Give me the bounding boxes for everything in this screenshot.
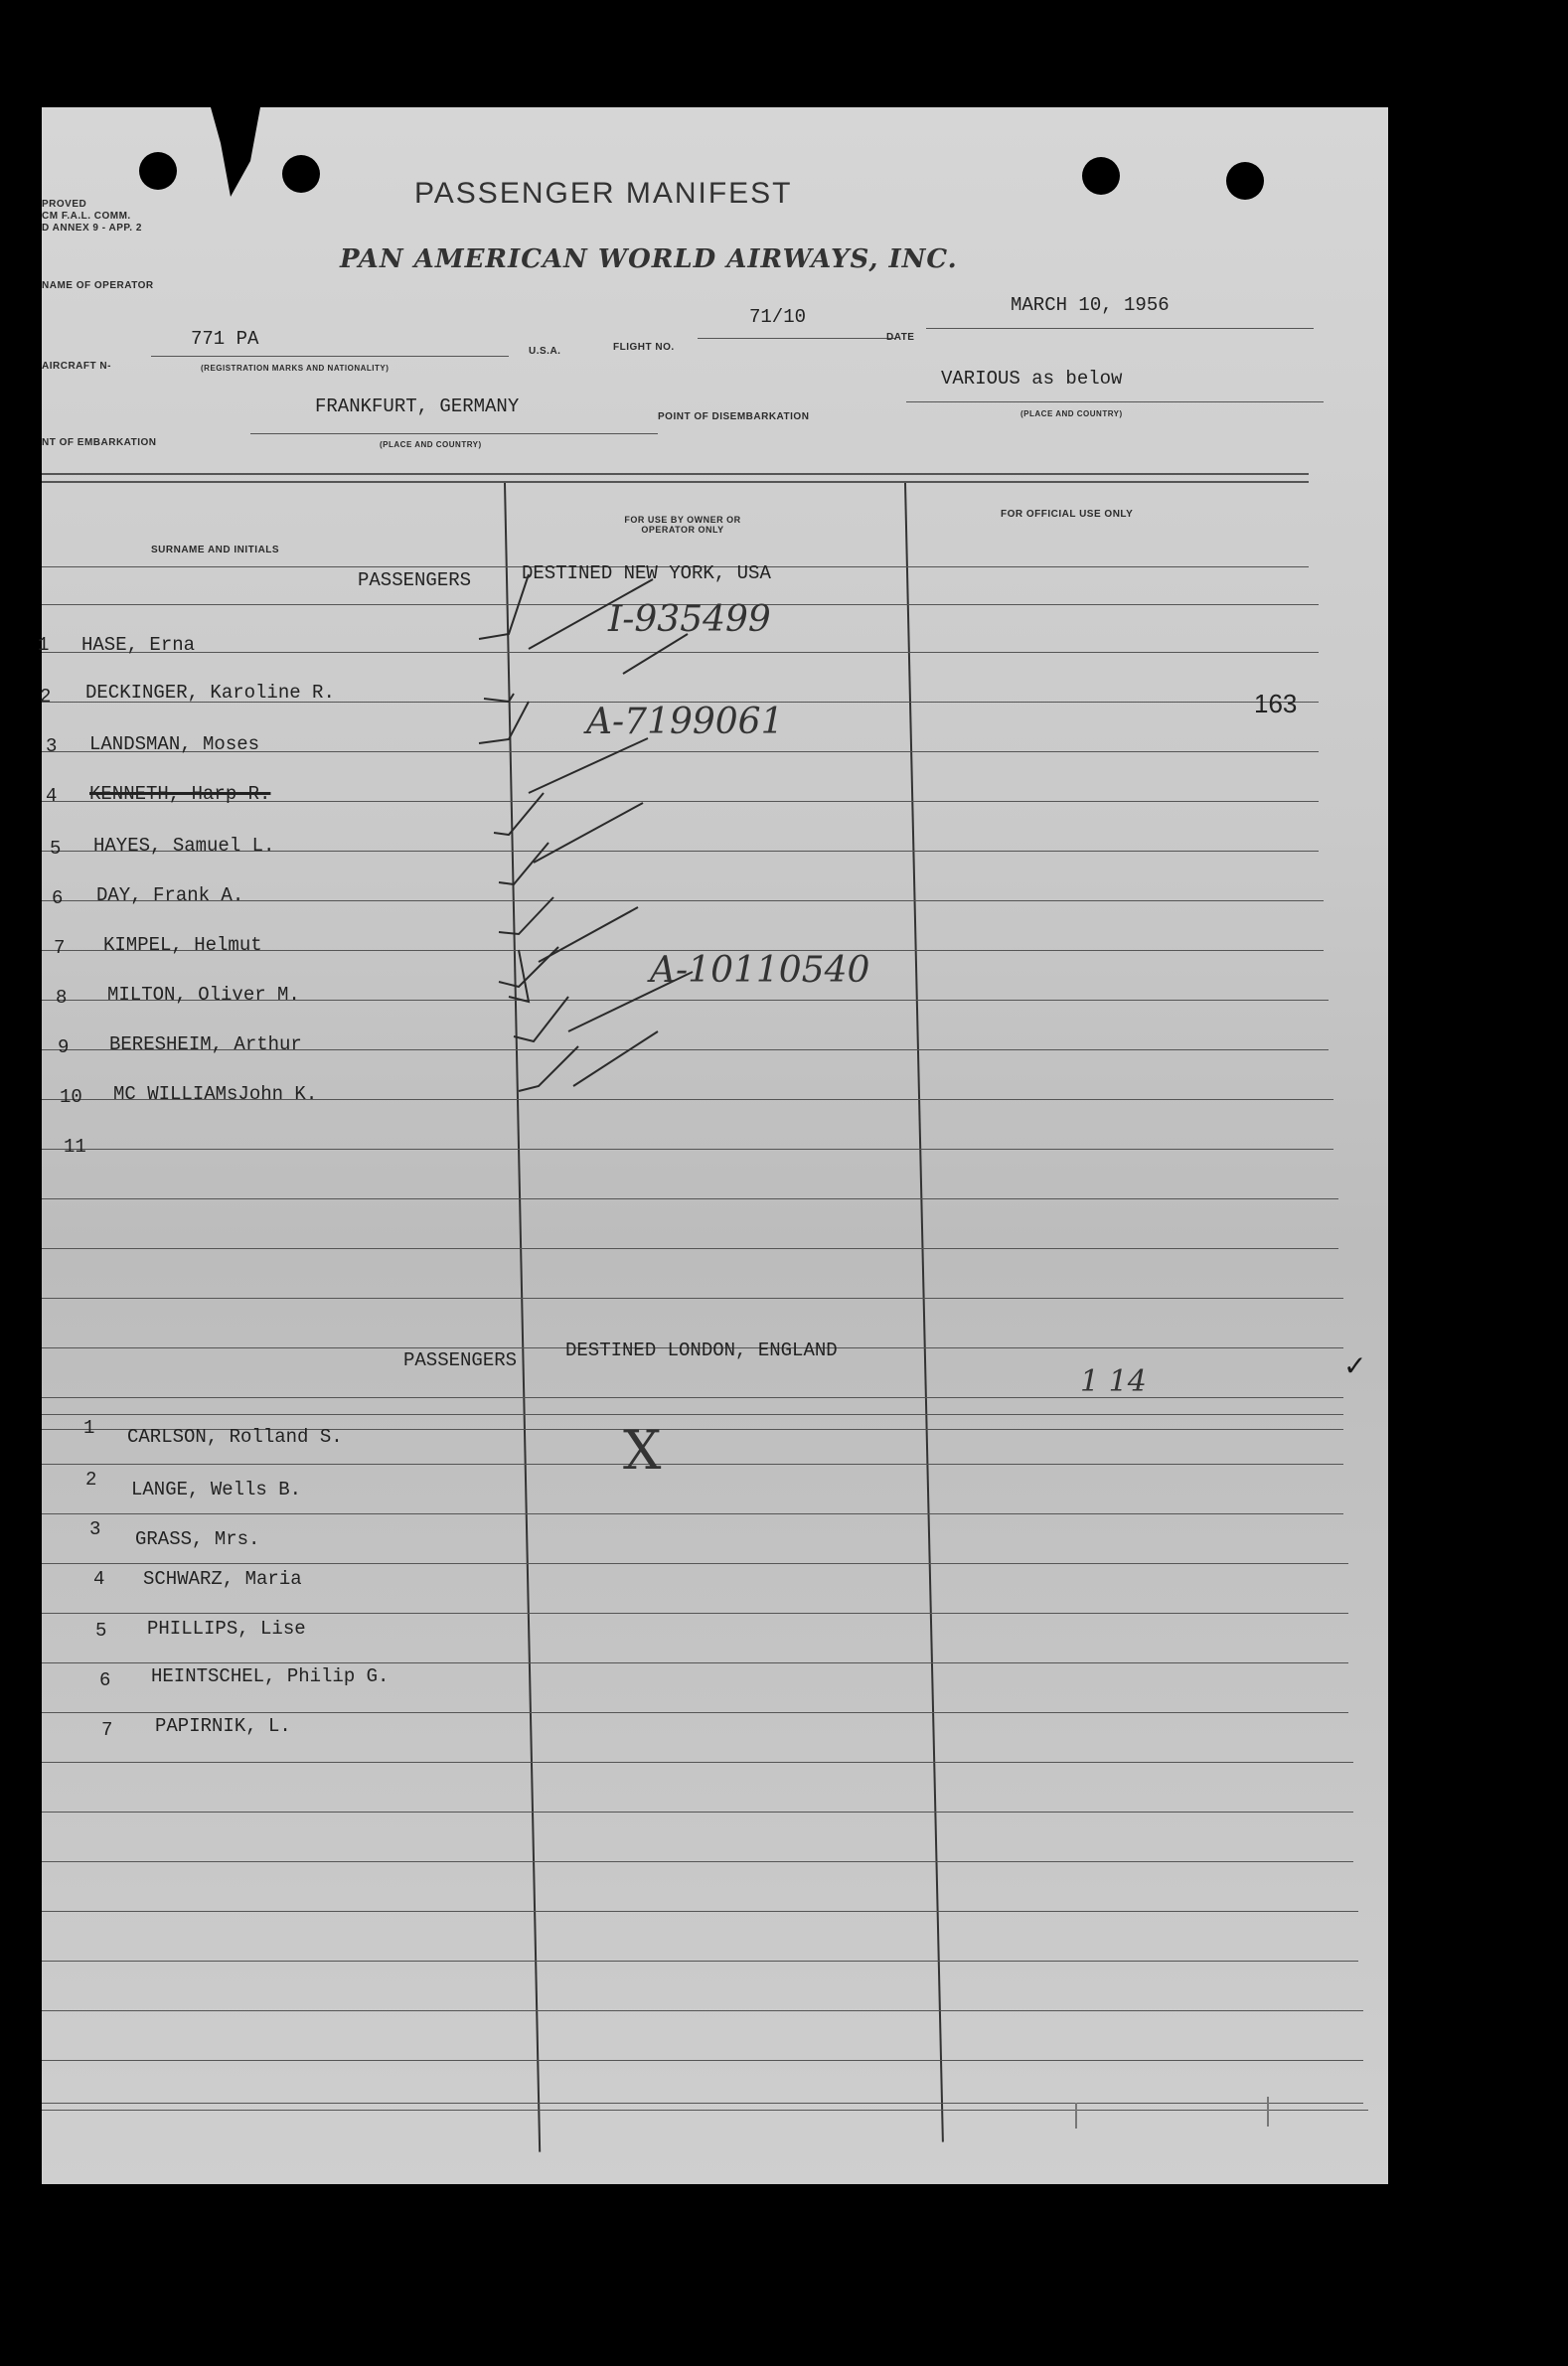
row-rule <box>42 1298 1343 1299</box>
aircraft-label: AIRCRAFT N- <box>42 361 111 372</box>
table-top-rule <box>42 481 1309 483</box>
column-divider <box>904 483 944 2142</box>
owner-note: A-7199061 <box>586 702 784 742</box>
passenger-name: PAPIRNIK, L. <box>155 1715 291 1737</box>
check-mark <box>509 950 529 1002</box>
flight-line <box>698 338 896 339</box>
row-number: 4 <box>46 785 58 807</box>
check-mark <box>519 1046 578 1091</box>
row-number: 2 <box>85 1469 97 1491</box>
slash-mark <box>623 634 688 674</box>
row-rule <box>42 1613 1348 1614</box>
embarkation-line <box>250 433 658 434</box>
approval-stamp-line: D ANNEX 9 - APP. 2 <box>42 223 142 234</box>
slash-mark <box>573 1031 658 1086</box>
owner-column-header: FOR USE BY OWNER OR OPERATOR ONLY <box>624 515 741 535</box>
passenger-name: DAY, Frank A. <box>96 884 244 906</box>
row-rule <box>42 1762 1353 1763</box>
date-label: DATE <box>886 332 915 343</box>
passenger-name: MC WILLIAMsJohn K. <box>113 1083 318 1105</box>
section-heading-destination: DESTINED LONDON, ENGLAND <box>565 1340 838 1361</box>
passenger-name: GRASS, Mrs. <box>135 1528 260 1550</box>
row-rule <box>42 1961 1358 1962</box>
row-number: 3 <box>46 735 58 757</box>
punch-hole <box>1082 157 1120 195</box>
row-number: 7 <box>101 1719 113 1741</box>
row-number: 4 <box>93 1568 105 1590</box>
row-rule <box>42 2110 1368 2111</box>
check-icon: ✓ <box>1343 1349 1367 1382</box>
slash-mark <box>568 972 693 1031</box>
faint-mark <box>1075 2103 1077 2129</box>
slash-mark <box>529 738 648 793</box>
row-rule <box>42 1861 1353 1862</box>
disembarkation-sublabel: (PLACE AND COUNTRY) <box>1020 409 1123 418</box>
row-rule <box>42 1397 1343 1398</box>
approval-stamp-line: PROVED <box>42 199 87 210</box>
airline-name: PAN AMERICAN WORLD AIRWAYS, INC. <box>340 244 958 274</box>
passenger-name: LANDSMAN, Moses <box>89 733 260 755</box>
owner-note: I-935499 <box>608 599 771 640</box>
section-heading: PASSENGERS <box>403 1349 518 1371</box>
row-number: 9 <box>58 1036 70 1058</box>
row-number: 1 <box>38 634 50 656</box>
aircraft-sublabel: (REGISTRATION MARKS AND NATIONALITY) <box>201 364 390 373</box>
date-line <box>926 328 1314 329</box>
row-rule <box>42 1248 1338 1249</box>
official-column-header: FOR OFFICIAL USE ONLY <box>1001 509 1134 520</box>
disembarkation-value: VARIOUS as below <box>941 368 1123 390</box>
passenger-name: BERESHEIM, Arthur <box>109 1033 302 1055</box>
table-top-rule <box>42 473 1309 475</box>
aircraft-value: 771 PA <box>191 328 259 350</box>
row-rule <box>42 1563 1348 1564</box>
torn-corner <box>211 107 260 197</box>
flight-value: 71/10 <box>749 306 807 328</box>
section-heading-destination: DESTINED NEW YORK, USA <box>522 562 771 584</box>
check-mark <box>499 897 553 934</box>
punch-hole <box>139 152 177 190</box>
row-rule <box>42 1513 1343 1514</box>
embarkation-sublabel: (PLACE AND COUNTRY) <box>380 440 482 449</box>
column-divider <box>504 483 541 2152</box>
manifest-page <box>38 107 1388 2184</box>
row-number: 1 <box>83 1417 95 1439</box>
owner-note: X <box>623 1419 662 1482</box>
row-number: 5 <box>50 838 62 860</box>
row-rule <box>42 1198 1338 1199</box>
embarkation-value: FRANKFURT, GERMANY <box>315 395 520 417</box>
check-mark <box>499 843 549 884</box>
check-marks <box>42 107 43 108</box>
row-number: 2 <box>40 686 52 708</box>
row-number: 5 <box>95 1620 107 1642</box>
aircraft-line <box>151 356 509 357</box>
section-heading: PASSENGERS <box>358 569 472 591</box>
row-number: 8 <box>56 987 68 1009</box>
passenger-name: LANGE, Wells B. <box>131 1479 302 1500</box>
owner-note: A-10110540 <box>650 950 870 991</box>
disembarkation-label: POINT OF DISEMBARKATION <box>658 411 810 422</box>
row-number: 6 <box>52 887 64 909</box>
row-rule <box>42 2060 1363 2061</box>
row-rule <box>42 652 1319 653</box>
disembarkation-line <box>906 401 1324 402</box>
check-mark <box>499 947 558 987</box>
row-rule <box>42 1414 1343 1415</box>
passenger-name: SCHWARZ, Maria <box>143 1568 302 1590</box>
usa-label: U.S.A. <box>529 346 561 357</box>
passenger-name-struck: KENNETH, Harp R. <box>89 783 271 805</box>
operator-label: NAME OF OPERATOR <box>42 280 154 291</box>
check-mark <box>514 997 568 1041</box>
faint-mark <box>1267 2097 1269 2127</box>
row-number: 6 <box>99 1669 111 1691</box>
flight-label: FLIGHT NO. <box>613 342 675 353</box>
approval-stamp-line: CM F.A.L. COMM. <box>42 211 131 222</box>
row-rule <box>42 2010 1363 2011</box>
passenger-name: DECKINGER, Karoline R. <box>85 682 335 704</box>
check-mark <box>479 702 529 743</box>
check-mark <box>494 793 544 835</box>
date-value: MARCH 10, 1956 <box>1011 294 1170 316</box>
row-rule <box>42 1149 1333 1150</box>
passenger-name: HEINTSCHEL, Philip G. <box>151 1665 390 1687</box>
passenger-name: HAYES, Samuel L. <box>93 835 275 857</box>
slash-mark <box>534 803 643 863</box>
slash-mark <box>539 907 638 962</box>
passenger-name: CARLSON, Rolland S. <box>127 1426 343 1448</box>
embarkation-label: NT OF EMBARKATION <box>42 437 157 448</box>
surname-column-header: SURNAME AND INITIALS <box>151 545 280 555</box>
page-title: PASSENGER MANIFEST <box>414 177 793 210</box>
row-number: 11 <box>64 1136 86 1158</box>
row-number: 10 <box>60 1086 82 1108</box>
official-mark: 1 14 <box>1080 1364 1147 1399</box>
row-number: 7 <box>54 937 66 959</box>
row-number: 3 <box>89 1518 101 1540</box>
passenger-name: MILTON, Oliver M. <box>107 984 300 1006</box>
official-note: 163 <box>1254 689 1298 718</box>
punch-hole <box>1226 162 1264 200</box>
row-rule <box>42 1911 1358 1912</box>
row-rule <box>42 2103 1363 2104</box>
row-rule <box>42 1464 1343 1465</box>
row-rule <box>42 1662 1348 1663</box>
row-rule <box>42 1712 1348 1713</box>
passenger-name: PHILLIPS, Lise <box>147 1618 306 1640</box>
punch-hole <box>282 155 320 193</box>
row-rule <box>42 1812 1353 1813</box>
passenger-name: HASE, Erna <box>81 634 196 656</box>
passenger-name: KIMPEL, Helmut <box>103 934 262 956</box>
